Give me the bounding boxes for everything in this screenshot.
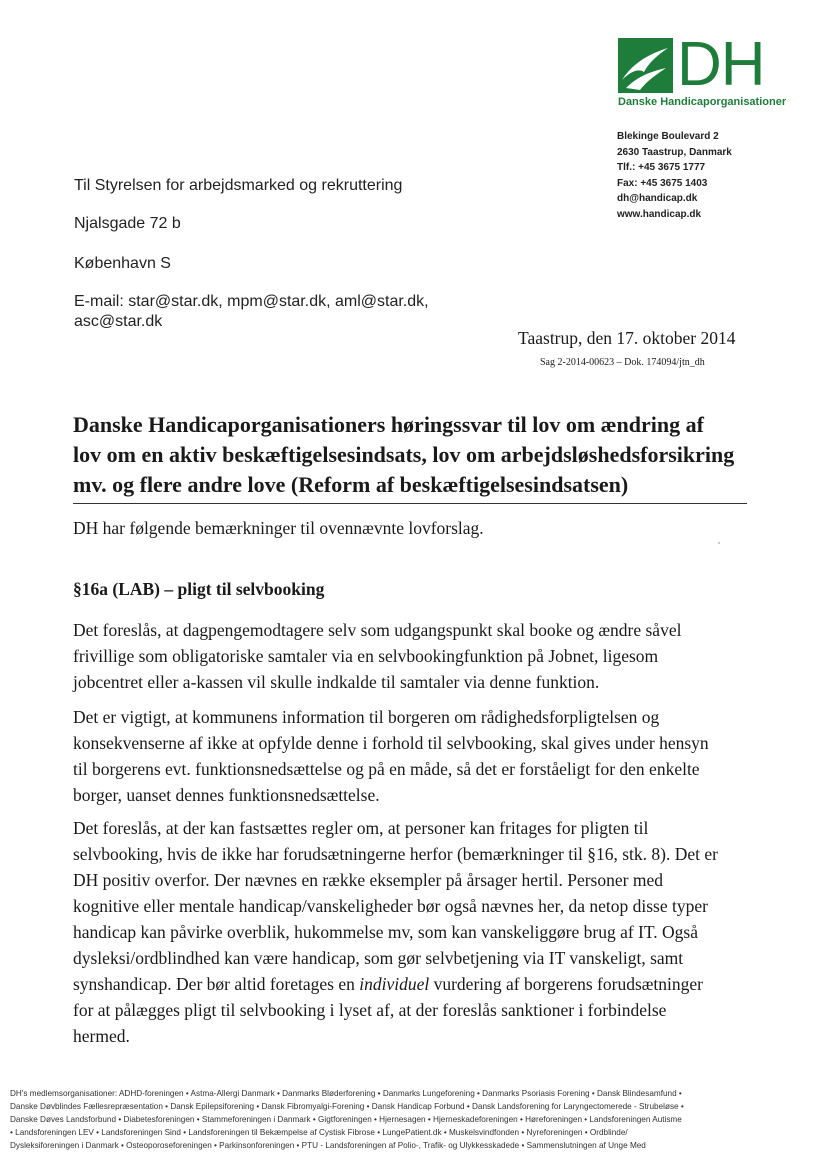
- paragraph-line: til borgerens evt. funktionsnedsættelse og på en måde, så det er forståeligt for den enkelte: [73, 759, 700, 779]
- line-end: vurdering af borgerens forudsætninger: [429, 974, 703, 994]
- paragraph-line: hermed.: [73, 1026, 130, 1046]
- title-line: lov om en aktiv beskæftigelsesindsats, lov om arbejdsløshedsforsikring: [73, 442, 735, 467]
- recipient-email-line: E-mail: star@star.dk, mpm@star.dk, aml@star.dk,: [74, 293, 429, 310]
- sender-address: [617, 129, 732, 222]
- paragraph-line: handicap kan påvirke overblik, hukommelse mv, som kan vanskeliggøre brug af IT. Også: [73, 922, 698, 942]
- paragraph-2: [73, 704, 773, 808]
- footer-line: Danske Døves Landsforbund • Diabetesforeningen • Stammeforeningen i Danmark • Gigtforeningen • Hjernesagen • Hjerneskadeforeningen • Høreforeningen • Landsforeningen Autisme: [10, 1115, 682, 1124]
- case-reference: Sag 2-2014-00623 – Dok. 174094/jtn_dh: [540, 357, 705, 368]
- logo-letters: DH: [677, 30, 765, 99]
- paragraph-line: Det foreslås, at dagpengemodtagere selv som udgangspunkt skal booke og ændre såvel: [73, 620, 682, 640]
- paragraph-line: selvbooking, hvis de ikke har forudsætningerne herfor (bemærkninger til §16, stk. 8). Det er: [73, 844, 718, 864]
- letter-title: [73, 410, 763, 500]
- member-organisations-footer: [10, 1087, 816, 1152]
- scan-speck: [718, 542, 720, 544]
- paragraph-line: DH positiv overfor. Der nævnes en række eksempler på årsager hertil. Personer med: [73, 870, 663, 890]
- emphasis: individuel: [359, 974, 430, 994]
- paragraph-line: dysleksi/ordblindhed kan være handicap, som gør selvbetjening via IT vanskeligt, samt: [73, 948, 684, 968]
- sender-website: www.handicap.dk: [617, 208, 702, 220]
- title-line: Danske Handicaporganisationers høringssvar til lov om ændring af: [73, 412, 704, 437]
- paragraph-line: frivillige som obligatoriske samtaler via en selvbookingfunktion på Jobnet, ligesom: [73, 646, 659, 666]
- sender-phone: Tlf.: +45 3675 1777: [617, 162, 706, 173]
- wing-logo-icon: [618, 38, 673, 93]
- intro-text: DH har følgende bemærkninger til ovennævnte lovforslag.: [73, 518, 484, 538]
- recipient-name: Til Styrelsen for arbejdsmarked og rekruttering: [74, 177, 403, 194]
- footer-line: DH's medlemsorganisationer: ADHD-foreningen • Astma-Allergi Danmark • Danmarks Bløderforening • Danmarks Lungeforening • Danmarks Psoriasis Forening • Dansk Blindesamfund •: [10, 1089, 682, 1098]
- paragraph-line: kognitive eller mentale handicap/vanskeligheder bør også nævnes her, da netop disse typer: [73, 896, 708, 916]
- sender-street: Blekinge Boulevard 2: [617, 131, 719, 142]
- paragraph-line: [73, 971, 773, 997]
- letter-date: Taastrup, den 17. oktober 2014: [518, 328, 736, 348]
- title-divider: [73, 503, 747, 504]
- line-start: synshandicap. Der bør altid foretages en: [73, 974, 355, 994]
- paragraph-line: Det er vigtigt, at kommunens information til borgeren om rådighedsforpligtelsen og: [73, 707, 660, 727]
- paragraph-line: Det foreslås, at der kan fastsættes regler om, at personer kan fritages for pligten til: [73, 818, 649, 838]
- logo-organisation-name: Danske Handicaporganisationer: [618, 96, 787, 108]
- paragraph-line: borger, uanset dennes funktionsnedsættelse.: [73, 785, 380, 805]
- sender-fax: Fax: +45 3675 1403: [617, 177, 708, 189]
- dh-logo: [613, 30, 787, 113]
- footer-line: Dysleksiforeningen i Danmark • Osteoporoseforeningen • Parkinsonforeningen • PTU - Landsforeningen af Polio-, Trafik- og Ulykkesskadede • Sammenslutningen af Unge Med: [10, 1141, 646, 1150]
- paragraph-line: jobcentret eller a-kassen vil skulle indkalde til samtaler via denne funktion.: [73, 672, 600, 692]
- footer-line: Danske Døvblindes Fællesrepræsentation • Dansk Epilepsiforening • Dansk Fibromyalgi-Forening • Dansk Handicap Forbund • Dansk Landsforening for Laryngectomerede - Strubeløse •: [10, 1102, 684, 1111]
- recipient-street: Njalsgade 72 b: [74, 215, 181, 232]
- paragraph-line: konsekvenserne af ikke at opfylde denne i forhold til selvbooking, skal gives under hensyn: [73, 733, 709, 753]
- paragraph-1: [73, 617, 773, 695]
- footer-line: • Landsforeningen LEV • Landsforeningen Sind • Landsforeningen til Bekæmpelse af Cystisk Fibrose • LungePatient.dk • Muskelsvindfonden • Nyreforeningen • Ordblinde/: [10, 1128, 628, 1137]
- section-heading: §16a (LAB) – pligt til selvbooking: [73, 579, 325, 599]
- paragraph-line: for at pålægges pligt til selvbooking i lyset af, at der foreslås sanktioner i forbindelse: [73, 1000, 667, 1020]
- sender-email: dh@handicap.dk: [617, 193, 698, 204]
- sender-city: 2630 Taastrup, Danmark: [617, 146, 732, 158]
- recipient-email-line-2: asc@star.dk: [74, 313, 163, 330]
- paragraph-3: [73, 815, 773, 1049]
- title-line: mv. og flere andre love (Reform af beskæftigelsesindsatsen): [73, 472, 629, 497]
- recipient-city: København S: [74, 255, 171, 272]
